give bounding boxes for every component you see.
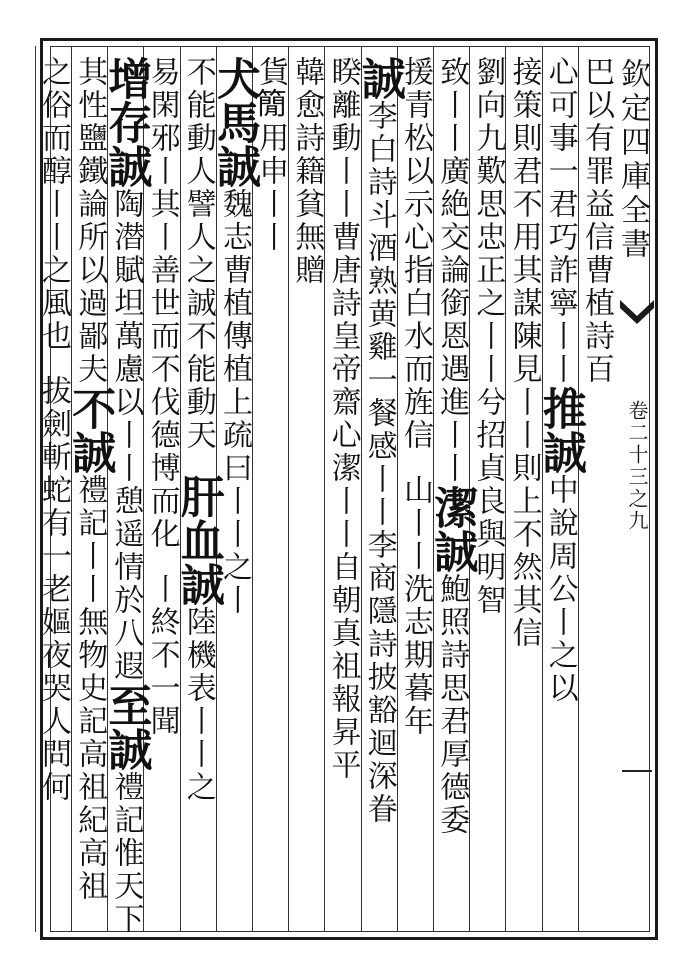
heading-char: 潔 xyxy=(426,485,478,529)
text-column xyxy=(397,56,433,926)
text-run: 陸機表丨丨之 xyxy=(180,606,216,804)
text-run: 睽離動丨丨曹唐詩皇帝齋心潔丨丨自朝真祖報昇平 xyxy=(325,56,361,782)
text-column xyxy=(353,56,405,926)
margin-juan: 卷二十三之九 xyxy=(625,400,649,532)
text-run: 韓愈詩籍貧無贈 xyxy=(289,56,325,287)
text-run: 援青松以示心指白水而旌信 xyxy=(397,56,433,452)
text-run: 不能動人譬人之誠不能動天 xyxy=(180,56,216,452)
heading-char: 增 xyxy=(100,56,152,100)
margin-rule xyxy=(622,770,652,778)
text-column xyxy=(505,56,541,926)
heading-char: 誠 xyxy=(100,144,152,188)
text-run: 陶潜賦坦萬慮以丨丨憩遥情於八遐 xyxy=(108,188,144,683)
text-run: 山丨丨洗志期暮年 xyxy=(397,474,433,738)
text-run: 之俗而醇丨丨之風也 xyxy=(35,56,71,353)
heading-char: 誠 xyxy=(172,562,224,606)
text-run: 李白詩斗酒熟黄雞一餐感丨丨李商隱詩披豁迴深眷 xyxy=(361,100,397,826)
heading-char: 誠 xyxy=(64,430,116,474)
fishtail-mark-icon xyxy=(620,296,654,336)
text-run: 劉向九歎思忠正之丨丨兮招貞良與明智 xyxy=(470,56,506,617)
text-column xyxy=(426,56,478,926)
heading-char: 存 xyxy=(100,100,152,144)
heading-char: 誠 xyxy=(208,144,260,188)
text-run: 丨終不一聞 xyxy=(144,573,180,738)
text-run: 魏志曹植傳植上疏曰丨丨之丨 xyxy=(216,188,252,617)
text-column xyxy=(534,56,586,926)
text-column xyxy=(100,56,152,936)
text-column xyxy=(288,56,324,926)
text-run: 禮記惟天下 xyxy=(108,771,144,936)
text-run: 其性鹽鐵論所以過鄙夫 xyxy=(72,56,108,386)
text-column xyxy=(172,56,224,926)
heading-char: 犬 xyxy=(208,56,260,100)
heading-char: 不 xyxy=(64,386,116,430)
heading-char: 肝 xyxy=(172,474,224,518)
text-run: 易閑邪丨其丨善世而不伐德博而化 xyxy=(144,56,180,551)
text-run: 接策則君不用其謀陳見丨丨則上不然其信 xyxy=(506,56,542,650)
text-column xyxy=(64,56,116,926)
text-column xyxy=(578,56,614,926)
text-run: 禮記丨丨無物史記高祖紀高祖 xyxy=(72,474,108,903)
heading-char: 誠 xyxy=(534,430,586,474)
heading-char: 誠 xyxy=(100,727,152,771)
heading-char: 血 xyxy=(172,518,224,562)
text-run: 巴以有罪益信曹植詩百 xyxy=(578,56,614,386)
heading-char: 至 xyxy=(100,683,152,727)
text-run: 拔劍斬蛇有一老嫗夜哭人問何 xyxy=(35,375,71,804)
text-column xyxy=(35,56,71,926)
heading-char: 誠 xyxy=(353,56,405,100)
margin-title: 欽定四庫全書 xyxy=(615,58,650,262)
text-run: 中說周公丨之以 xyxy=(542,474,578,705)
text-run: 鮑照詩思君厚德委 xyxy=(434,573,470,837)
text-run: 致丨丨廣絶交論銜恩遇進丨丨 xyxy=(434,56,470,485)
text-column xyxy=(324,56,360,926)
heading-char: 誠 xyxy=(426,529,478,573)
heading-char: 馬 xyxy=(208,100,260,144)
heading-char: 推 xyxy=(534,386,586,430)
text-run: 貨𥳑用申丨丨 xyxy=(253,56,289,254)
text-run: 心可事一君巧詐寧丨丨 xyxy=(542,56,578,386)
